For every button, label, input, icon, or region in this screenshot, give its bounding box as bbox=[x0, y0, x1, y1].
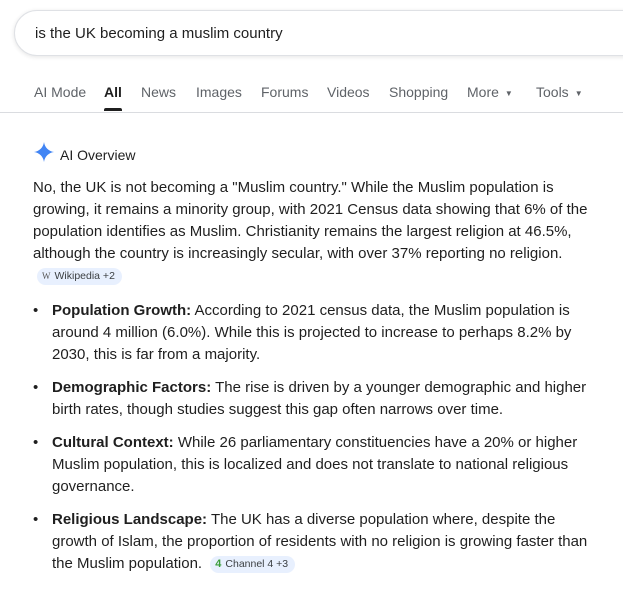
bullet-text: The UK has a diverse population where, despite the growth of Islam, the proportion of residents with no religion is growing faster than the Muslim population. bbox=[52, 511, 588, 572]
bullet-text: According to 2021 census data, the Muslim population is around 4 million (6.0%). While this is projected to increase to perhaps 8.2% by 2030, this is far from a majority. bbox=[52, 302, 572, 363]
search-query: is the UK becoming a muslim country bbox=[35, 24, 283, 42]
ai-overview-summary bbox=[33, 177, 593, 287]
bullet-heading: Cultural Context: bbox=[52, 434, 174, 451]
tab-tools-label: Tools bbox=[536, 84, 569, 100]
wikipedia-icon: W bbox=[42, 270, 51, 281]
bullet-icon: • bbox=[33, 434, 39, 451]
bullet-icon: • bbox=[33, 302, 39, 319]
bullet-text: The rise is driven by a younger demographic and higher birth rates, though studies suggest this gap often narrows over time. bbox=[52, 379, 587, 418]
search-tabs bbox=[0, 78, 623, 113]
ai-overview-bullets bbox=[33, 300, 603, 586]
ai-overview-title: AI Overview bbox=[60, 146, 136, 163]
tab-videos[interactable]: Videos bbox=[327, 84, 370, 100]
bullet-heading: Demographic Factors: bbox=[52, 379, 212, 396]
tab-shopping[interactable]: Shopping bbox=[389, 84, 449, 100]
caret-down-icon: ▼ bbox=[574, 88, 583, 98]
tab-tools[interactable] bbox=[536, 84, 583, 100]
ai-overview-header bbox=[34, 142, 135, 167]
tab-all[interactable]: All bbox=[104, 84, 122, 100]
sparkle-icon bbox=[34, 142, 54, 167]
tab-images[interactable]: Images bbox=[196, 84, 242, 100]
list-item bbox=[33, 300, 603, 366]
bullet-heading: Population Growth: bbox=[52, 302, 192, 319]
tab-more[interactable] bbox=[467, 84, 513, 100]
list-item bbox=[33, 432, 603, 498]
tab-more-label: More bbox=[467, 84, 499, 100]
channel4-icon: 4 bbox=[215, 557, 222, 570]
tab-forums[interactable]: Forums bbox=[261, 84, 309, 100]
caret-down-icon: ▼ bbox=[504, 88, 513, 98]
list-item bbox=[33, 377, 603, 421]
source-chip-label: Wikipedia +2 bbox=[54, 269, 115, 282]
tab-news[interactable]: News bbox=[141, 84, 177, 100]
bullet-icon: • bbox=[33, 379, 39, 396]
summary-text: No, the UK is not becoming a "Muslim country." While the Muslim population is growing, it remains a minority group, with 2021 Census data showing that 6% of the population identifies as Muslim. Christianity remains the largest religion at 46.5%, although the country is increasingly secular, with over 37% reporting no religion. bbox=[33, 179, 588, 262]
bullet-icon: • bbox=[33, 511, 39, 528]
source-chip-label: Channel 4 +3 bbox=[225, 557, 289, 570]
tab-ai-mode[interactable]: AI Mode bbox=[34, 84, 87, 100]
source-chip-wikipedia[interactable] bbox=[37, 268, 122, 285]
search-input[interactable] bbox=[14, 10, 623, 56]
list-item bbox=[33, 509, 603, 575]
source-chip-channel4[interactable] bbox=[210, 556, 295, 573]
bullet-heading: Religious Landscape: bbox=[52, 511, 208, 528]
bullet-text: While 26 parliamentary constituencies have a 20% or higher Muslim population, this is localized and does not translate to national religious governance. bbox=[52, 434, 578, 495]
